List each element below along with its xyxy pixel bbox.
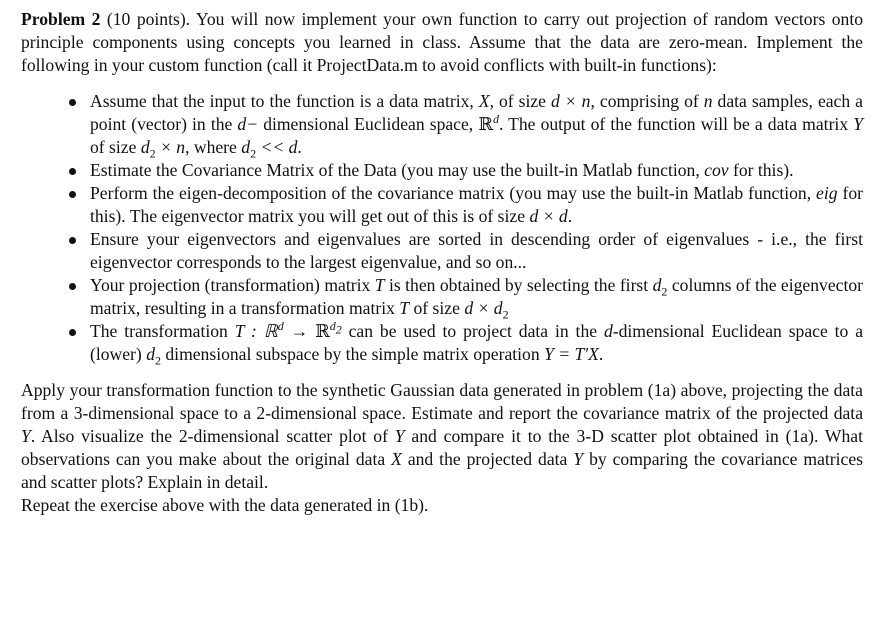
list-item: Ensure your eigenvectors and eigenvalues are sorted in descending order of eigenvalues - i.e., the first eigenvector corresponds to the largest eigenvalue, and so on...	[69, 228, 863, 274]
list-item: Estimate the Covariance Matrix of the Data (you may use the built-in Matlab function, cov for this).	[69, 159, 863, 182]
repeat-paragraph: Repeat the exercise above with the data generated in (1b).	[21, 495, 429, 515]
bullet-dot-icon	[69, 329, 76, 336]
problem-intro	[21, 8, 863, 77]
problem-heading: Problem 2	[21, 9, 101, 29]
problem-intro-text: You will now implement your own function to carry out projection of random vectors onto principle components using concepts you learned in class. Assume that the data are zero-mean. Implement the following in your custom function (call it ProjectData.m to avoid conflicts with built-in functions):	[21, 9, 864, 75]
list-item: The transformation T : ℝ$^d$ → ℝ$^{d_2}$ can be used to project data in the d-dimensional Euclidean space to a (lower) $d_2$ dimensional subspace by the simple matrix operation Y = T′X.	[69, 320, 863, 366]
list-item: Assume that the input to the function is a data matrix, X, of size d × n, comprising of n data samples, each a point (vector) in the d− dimensional Euclidean space, ℝ$^d$. The output of the function will be a data matrix Y of size $d_2 \times n$, where $d_2 << d$.	[69, 90, 863, 159]
bullet-dot-icon	[69, 99, 76, 106]
bullet-dot-icon	[69, 237, 76, 244]
list-item: Perform the eigen-decomposition of the covariance matrix (you may use the built-in Matlab function, eig for this). The eigenvector matrix you will get out of this is of size d × d.	[69, 182, 863, 228]
bullet-dot-icon	[69, 168, 76, 175]
bullet-dot-icon	[69, 283, 76, 290]
problem-points: (10 points).	[106, 9, 191, 29]
bullet-dot-icon	[69, 191, 76, 198]
apply-paragraph: Apply your transformation function to the synthetic Gaussian data generated in problem (1a) above, projecting the data from a 3-dimensional space to a 2-dimensional space. Estimate and report the covariance matrix of the projected data Y. Also visualize the 2-dimensional scatter plot of Y and compare it to the 3-D scatter plot obtained in (1a). What observations can you make about the original data X and the projected data Y by comparing the covariance matrices and scatter plots? Explain in detail.	[21, 380, 863, 492]
list-item: Your projection (transformation) matrix T is then obtained by selecting the first $d_2$ columns of the eigenvector matrix, resulting in a transformation matrix T of size $d \times d_2$	[69, 274, 863, 320]
requirements-list	[21, 90, 863, 366]
